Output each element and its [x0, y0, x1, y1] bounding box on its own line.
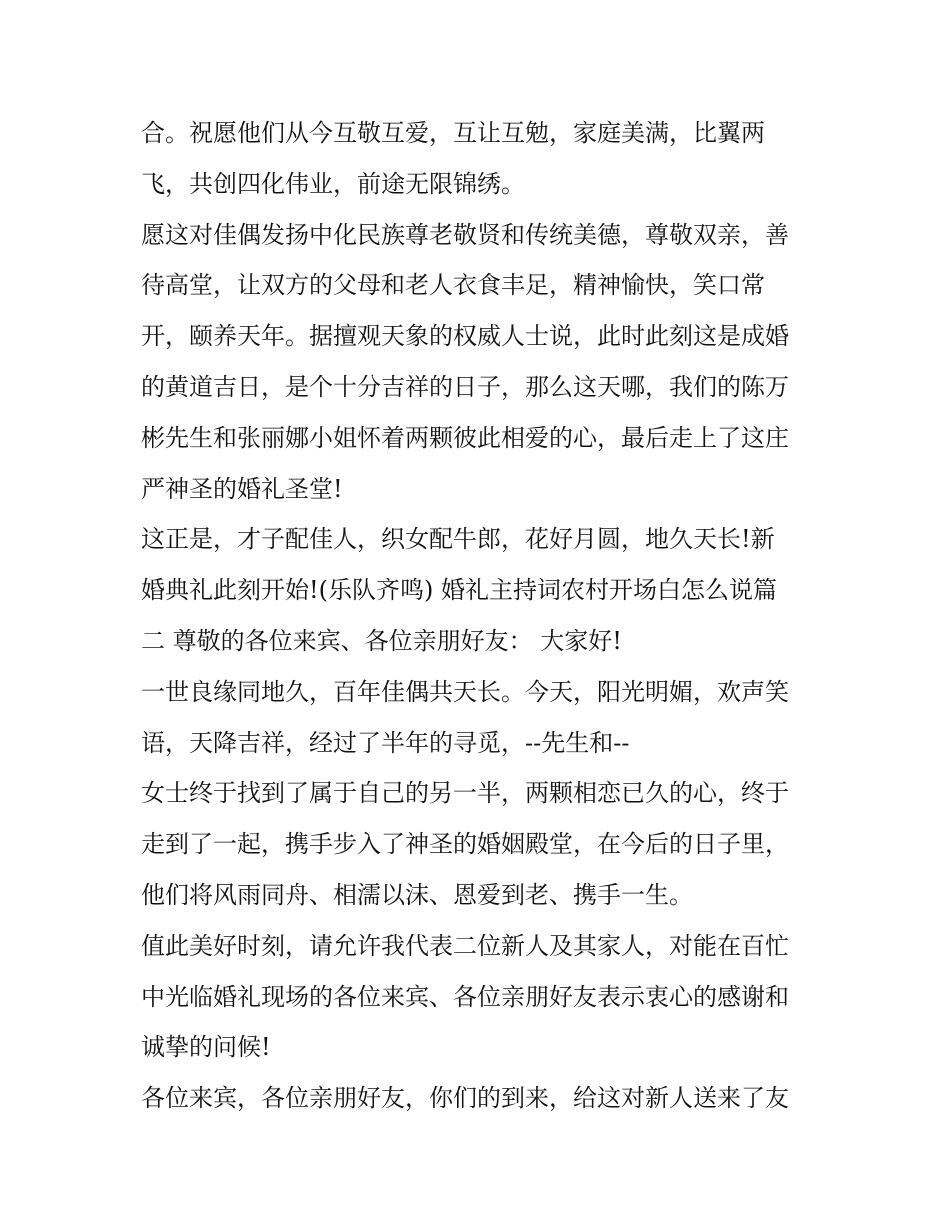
text-line: 诚挚的问候!: [141, 1033, 271, 1062]
text-line: 中光临婚礼现场的各位来宾、各位亲朋好友表示衷心的感谢和: [141, 982, 789, 1011]
text-line: 合。祝愿他们从今互敬互爱，互让互勉，家庭美满，比翼两: [141, 119, 765, 147]
text-line: 值此美好时刻，请允许我代表二位新人及其家人，对能在百忙: [141, 931, 789, 960]
document-body: [141, 108, 821, 1124]
text-line: 待高堂，让双方的父母和老人衣食丰足，精神愉快，笑口常: [141, 271, 765, 300]
text-line: 的黄道吉日，是个十分吉祥的日子，那么这天哪，我们的陈万: [141, 372, 789, 401]
text-line: 各位来宾，各位亲朋好友，你们的到来，给这对新人送来了友: [141, 1084, 789, 1113]
text-line: 他们将风雨同舟、相濡以沫、恩爱到老、携手一生。: [141, 880, 693, 909]
text-line: 飞，共创四化伟业，前途无限锦绣。: [141, 169, 525, 198]
text-line: 二 尊敬的各位来宾、各位亲朋好友： 大家好!: [141, 626, 622, 655]
text-line: 走到了一起，携手步入了神圣的婚姻殿堂，在今后的日子里，: [141, 830, 789, 859]
text-line: 一世良缘同地久，百年佳偶共天长。今天，阳光明媚，欢声笑: [141, 677, 789, 706]
text-line: 开，颐养天年。据擅观天象的权威人士说，此时此刻这是成婚: [141, 322, 789, 351]
text-line: 彬先生和张丽娜小姐怀着两颗彼此相爱的心，最后走上了这庄: [141, 423, 789, 452]
text-line: 婚典礼此刻开始!(乐队齐鸣) 婚礼主持词农村开场白怎么说篇: [141, 576, 777, 605]
text-line: 这正是，才子配佳人，织女配牛郎，花好月圆，地久天长!新: [141, 525, 775, 554]
text-line: 女士终于找到了属于自己的另一半，两颗相恋已久的心，终于: [141, 779, 789, 808]
text-line: 愿这对佳偶发扬中化民族尊老敬贤和传统美德，尊敬双亲，善: [141, 220, 789, 249]
text-line: 语，天降吉祥，经过了半年的寻觅，--先生和--: [141, 728, 630, 757]
text-line: 严神圣的婚礼圣堂!: [141, 474, 343, 503]
